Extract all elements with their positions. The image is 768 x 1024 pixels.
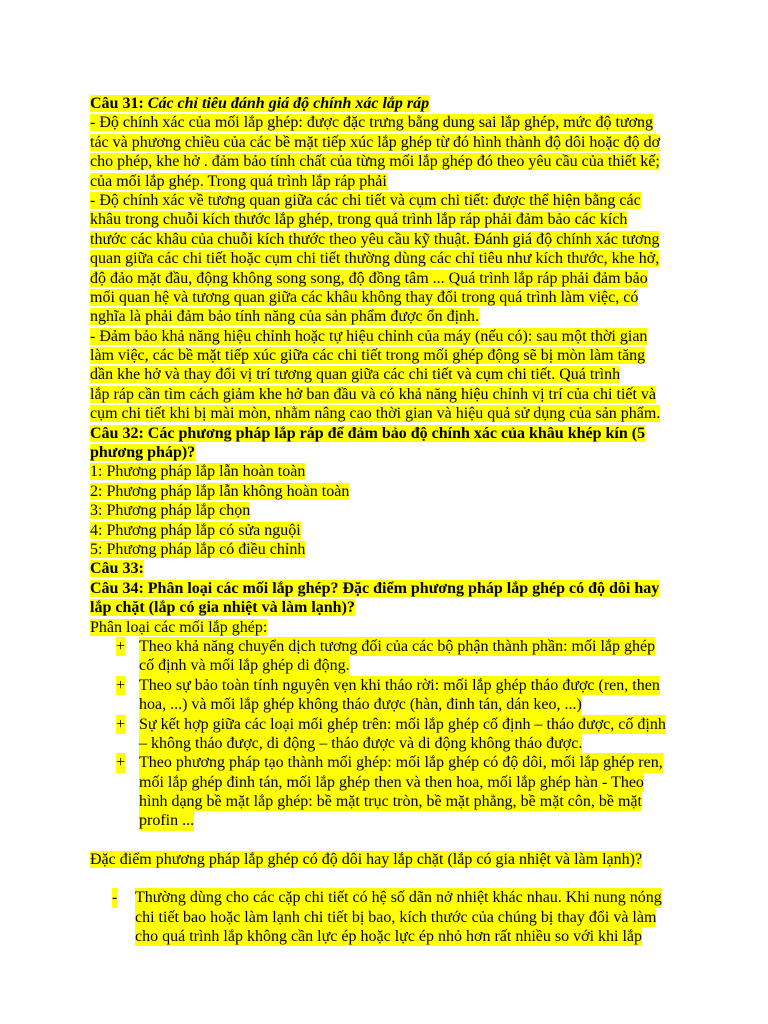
q34-bullet: + Theo phương pháp tạo thành mối ghép: mối lắp ghép có độ dôi, mối lắp ghép ren,: [116, 754, 663, 772]
q31-line: - Độ chính xác của mối lắp ghép: được đặc trưng bằng dung sai lắp ghép, mức độ tương: [90, 114, 654, 132]
bullet-marker: +: [116, 676, 126, 694]
q31-line: độ đảo mặt đầu, động không song song, độ đồng tâm ... Quá trình lắp ráp phải đảm bảo: [90, 269, 648, 287]
q34-bullet-cont: hình dạng bề mặt lắp ghép: bề mặt trục tròn, bề mặt phẳng, bề mặt côn, bề mặt: [139, 793, 642, 811]
q32-item: 5: Phương pháp lắp có điều chỉnh: [90, 540, 306, 558]
bullet-marker: +: [116, 637, 126, 655]
q32-item: 3: Phương pháp lắp chọn: [90, 502, 251, 520]
q32-item: 4: Phương pháp lắp có sửa nguội: [90, 521, 301, 539]
bullet-marker: +: [116, 715, 126, 733]
q31-line: thước các khâu của chuỗi kích thước theo yêu cầu kỹ thuật. Đánh giá độ chính xác tương: [90, 230, 660, 248]
q31-line: quan giữa các chi tiết hoặc cụm chi tiết thường dùng các chỉ tiêu như kích thước, khe hở,: [90, 250, 660, 268]
q31-line: lắp ráp cần tìm cách giảm khe hở ban đầu và có khả năng hiệu chỉnh vị trí của chi tiết và: [90, 385, 657, 403]
q31-line: khâu trong chuỗi kích thước lắp ghép, trong quá trình lắp ráp phải đảm bảo các kích: [90, 211, 628, 229]
q31-line: cụm chi tiết khi bị mài mòn, nhằm nâng cao thời gian và hiệu quả sử dụng của sản phẩm.: [90, 405, 661, 423]
paragraph-gap: [90, 831, 680, 850]
q31-line: dần khe hở và thay đổi vị trí tương quan giữa các chi tiết và cụm chi tiết. Quá trình: [90, 366, 621, 384]
q31-line: - Đảm bảo khả năng hiệu chỉnh hoặc tự hiệu chỉnh của máy (nếu có): sau một thời gian: [90, 327, 648, 345]
q32-heading: Câu 32: Các phương pháp lắp ráp để đảm bảo độ chính xác của khâu khép kín (5: [90, 424, 646, 442]
bullet-marker: +: [116, 754, 126, 772]
q31-line: của mối lắp ghép. Trong quá trình lắp ráp phải: [90, 172, 387, 190]
q31-line: cho phép, khe hở . đảm bảo tính chất của từng mối lắp ghép đó theo yêu cầu của thiết kế;: [90, 153, 660, 171]
q34-bullet-cont: cố định và mối lắp ghép di động.: [139, 657, 350, 675]
q31-label: Câu 31:: [90, 95, 148, 112]
q34-feature-heading: Đặc điểm phương pháp lắp ghép có độ dôi hay lắp chặt (lắp có gia nhiệt và làm lạnh)?: [90, 850, 643, 868]
q31-line: nghĩa là phải đảm bảo tính năng của sản phẩm được ổn định.: [90, 308, 480, 326]
q31-line: mối quan hệ và tương quan giữa các khâu không thay đổi trong quá trình làm việc, có: [90, 288, 639, 306]
q34-dash-item-cont: chi tiết bao hoặc làm lạnh chi tiết bị bao, kích thước của chúng bị thay đổi và làm: [135, 908, 657, 926]
q32-item: 1: Phương pháp lắp lẫn hoàn toàn: [90, 463, 306, 481]
q34-bullet-cont: profin ...: [139, 812, 195, 830]
q34-bullet: + Theo sự bảo toàn tính nguyên vẹn khi tháo rời: mối lắp ghép tháo được (ren, then: [116, 676, 660, 694]
q31-line: tác và phương chiều của các bề mặt tiếp xúc lắp ghép từ đó hình thành độ dôi hoặc độ dơ: [90, 133, 661, 151]
q32-heading: phương pháp)?: [90, 444, 196, 462]
q34-bullet: + Theo khả năng chuyển dịch tương đối của các bộ phận thành phần: mối lắp ghép: [116, 637, 656, 655]
q31-line: làm việc, các bề mặt tiếp xúc giữa các chi tiết trong mối ghép động sẽ bị mòn làm tăng: [90, 347, 646, 365]
q34-dash-item: - Thường dùng cho các cặp chi tiết có hệ số dãn nở nhiệt khác nhau. Khi nung nóng: [112, 889, 662, 907]
q34-heading: Câu 34: Phân loại các mối lắp ghép? Đặc điểm phương pháp lắp ghép có độ dôi hay: [90, 579, 660, 597]
q34-intro: Phân loại các mối lắp ghép:: [90, 618, 268, 636]
paragraph-gap: [90, 869, 680, 888]
q34-bullet-cont: mối lắp ghép đinh tán, mối lắp ghép then và then hoa, mối lắp ghép hàn - Theo: [139, 773, 644, 791]
q32-item: 2: Phương pháp lắp lẫn không hoàn toàn: [90, 482, 350, 500]
q34-bullet-cont: hoa, ...) và mối lắp ghép không tháo được (hàn, đinh tán, dán keo, ...): [139, 696, 582, 714]
q31-title: Các chỉ tiêu đánh giá độ chính xác lắp ráp: [147, 95, 430, 112]
q33-heading: Câu 33:: [90, 560, 144, 578]
q34-bullet: + Sự kết hợp giữa các loại mối ghép trên: mối lắp ghép cố định – tháo được, cố định: [116, 715, 666, 733]
q31-heading: [90, 94, 680, 113]
q34-heading: lắp chặt (lắp có gia nhiệt và làm lạnh)?: [90, 599, 355, 617]
q31-line: - Độ chính xác về tương quan giữa các chi tiết và cụm chi tiết: được thể hiện bằng các: [90, 191, 641, 209]
dash-marker: -: [112, 889, 118, 907]
document-content: [90, 94, 680, 946]
q34-bullet-cont: – không tháo được, di động – tháo được và di động không tháo được.: [139, 734, 583, 752]
q34-dash-item-cont: cho quá trình lắp không cần lực ép hoặc lực ép nhỏ hơn rất nhiều so với khi lắp: [135, 928, 643, 946]
